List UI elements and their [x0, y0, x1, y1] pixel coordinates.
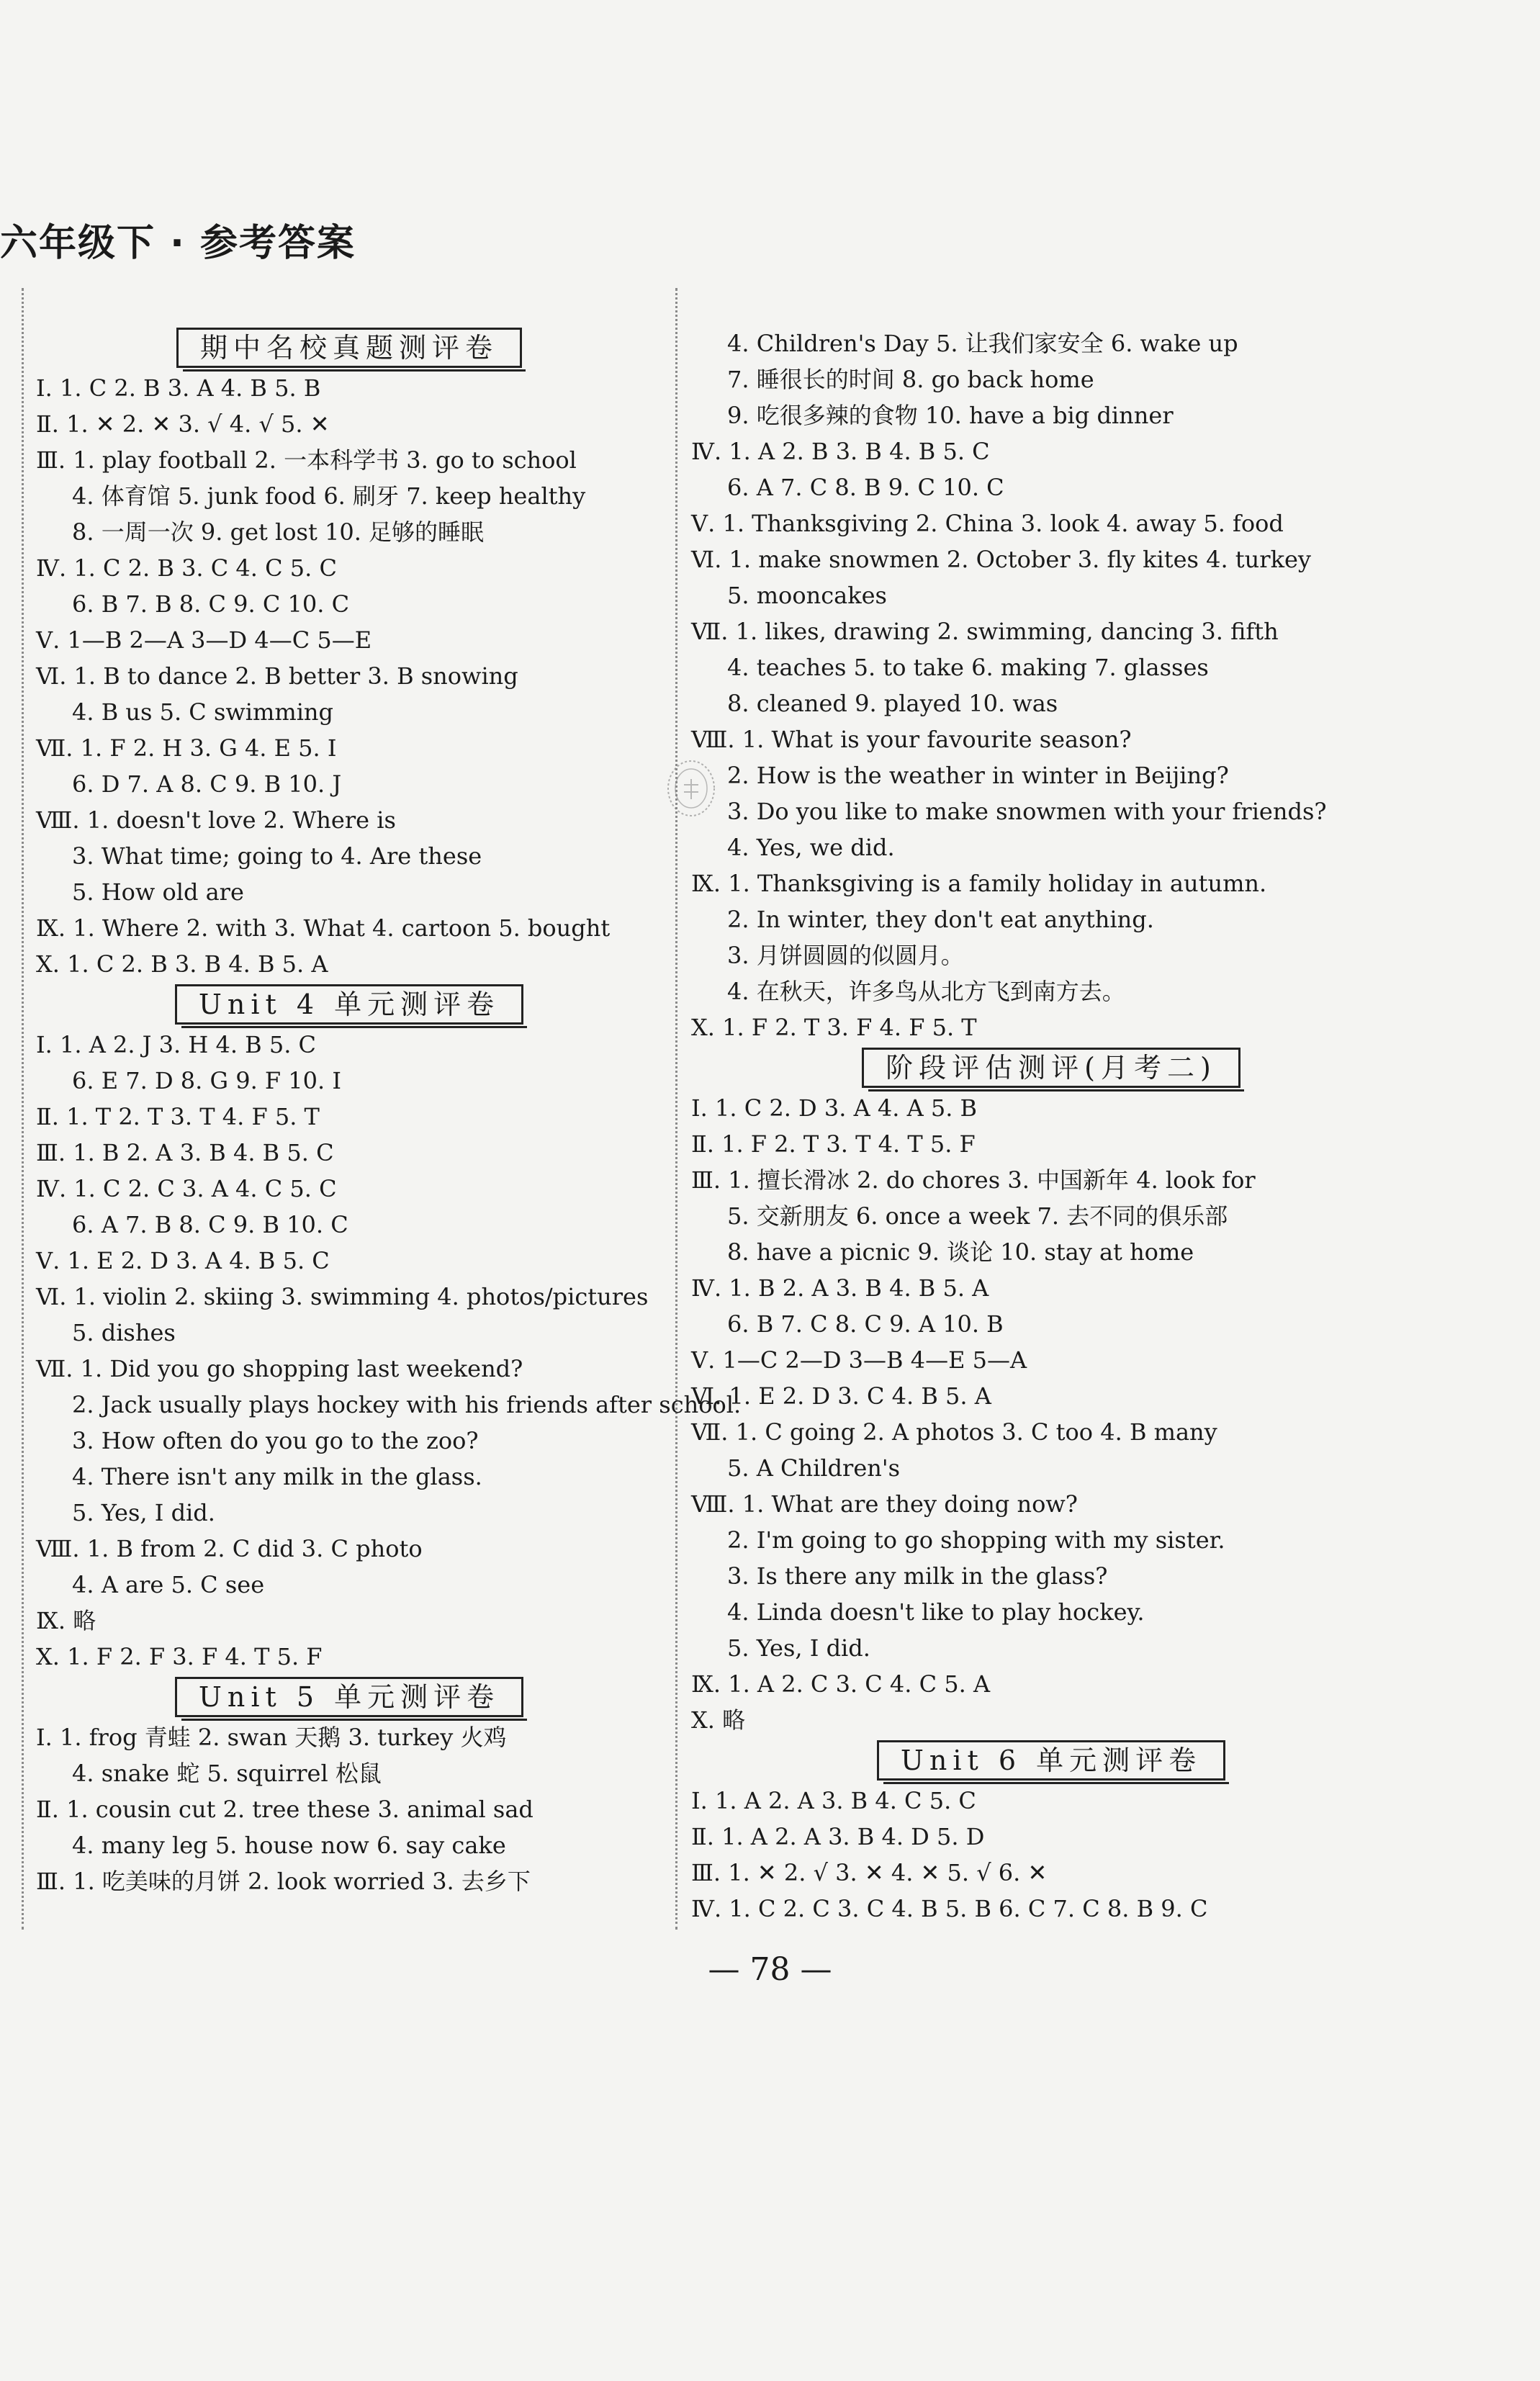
answer-line: Ⅴ. 1—C 2—D 3—B 4—E 5—A	[691, 1346, 1027, 1374]
answer-line: Ⅶ. 1. C going 2. A photos 3. C too 4. B many	[691, 1418, 1217, 1446]
answer-line: Ⅷ. 1. What are they doing now?	[691, 1490, 1078, 1518]
answer-line: Ⅶ. 1. F 2. H 3. G 4. E 5. I	[36, 734, 337, 762]
answer-line: 4. many leg 5. house now 6. say cake	[72, 1832, 506, 1859]
right-answer-column	[691, 325, 1411, 1927]
answer-line: 3. What time; going to 4. Are these	[72, 842, 482, 870]
answer-line: 5. Yes, I did.	[72, 1499, 215, 1526]
school-stamp-icon	[662, 756, 720, 821]
page-title: 六年级下 · 参考答案	[0, 222, 356, 265]
section-header: Unit 5 单元测评卷	[175, 1677, 523, 1717]
answer-line: 8. cleaned 9. played 10. was	[727, 690, 1058, 717]
answer-line: Ⅷ. 1. B from 2. C did 3. C photo	[36, 1535, 423, 1562]
answer-line: 2. I'm going to go shopping with my sister.	[727, 1526, 1225, 1554]
page-number: — 78 —	[708, 1951, 832, 1988]
answer-line: Ⅸ. 1. A 2. C 3. C 4. C 5. A	[691, 1670, 991, 1698]
answer-line: 4. There isn't any milk in the glass.	[72, 1463, 482, 1490]
answer-line: 4. A are 5. C see	[72, 1571, 265, 1598]
answer-line: 4. B us 5. C swimming	[72, 698, 334, 726]
answer-line: 4. teaches 5. to take 6. making 7. glasses	[727, 654, 1209, 681]
answer-line: Ⅹ. 1. F 2. T 3. F 4. F 5. T	[691, 1014, 977, 1041]
answer-line: 4. 在秋天，许多鸟从北方飞到南方去。	[727, 978, 1125, 1005]
answer-line: 4. Yes, we did.	[727, 834, 895, 861]
answer-line: 5. 交新朋友 6. once a week 7. 去不同的俱乐部	[727, 1202, 1228, 1230]
answer-line: 5. mooncakes	[727, 582, 887, 609]
answer-line: Ⅸ. 略	[36, 1607, 96, 1634]
answer-line: Ⅲ. 1. B 2. A 3. B 4. B 5. C	[36, 1139, 334, 1166]
answer-line: Ⅳ. 1. C 2. C 3. A 4. C 5. C	[36, 1175, 337, 1202]
answer-line: 5. dishes	[72, 1319, 176, 1346]
answer-line: Ⅷ. 1. doesn't love 2. Where is	[36, 806, 396, 834]
answer-line: Ⅶ. 1. Did you go shopping last weekend?	[36, 1355, 523, 1382]
answer-line: 6. A 7. B 8. C 9. B 10. C	[72, 1211, 348, 1238]
answer-line: 6. D 7. A 8. C 9. B 10. J	[72, 770, 342, 798]
answer-line: Ⅱ. 1. F 2. T 3. T 4. T 5. F	[691, 1130, 976, 1158]
answer-line: Ⅲ. 1. 吃美味的月饼 2. look worried 3. 去乡下	[36, 1868, 531, 1895]
answer-line: 2. Jack usually plays hockey with his friends after school.	[72, 1391, 742, 1418]
answer-line: Ⅵ. 1. violin 2. skiing 3. swimming 4. photos/pictures	[36, 1283, 649, 1310]
answer-line: 6. B 7. B 8. C 9. C 10. C	[72, 590, 350, 618]
answer-line: 8. 一周一次 9. get lost 10. 足够的睡眠	[72, 518, 485, 546]
answer-line: 2. How is the weather in winter in Beijing?	[727, 762, 1229, 789]
answer-line: 5. How old are	[72, 878, 244, 906]
answer-line: 5. A Children's	[727, 1454, 901, 1482]
answer-line: 3. 月饼圆圆的似圆月。	[727, 942, 964, 969]
answer-line: 4. 体育馆 5. junk food 6. 刷牙 7. keep healthy	[72, 482, 586, 510]
left-margin-divider	[22, 288, 24, 1930]
answer-line: 2. In winter, they don't eat anything.	[727, 906, 1154, 933]
answer-line: Ⅳ. 1. C 2. C 3. C 4. B 5. B 6. C 7. C 8. B 9. C	[691, 1895, 1208, 1922]
answer-line: 8. have a picnic 9. 谈论 10. stay at home	[727, 1238, 1194, 1266]
answer-line: Ⅴ. 1—B 2—A 3—D 4—C 5—E	[36, 626, 372, 654]
section-header: Unit 6 单元测评卷	[877, 1740, 1225, 1781]
answer-line: Ⅶ. 1. likes, drawing 2. swimming, dancing 3. fifth	[691, 618, 1279, 645]
section-header-row	[36, 327, 662, 369]
answer-line: Ⅹ. 1. F 2. F 3. F 4. T 5. F	[36, 1643, 323, 1670]
answer-line: Ⅹ. 略	[691, 1706, 746, 1734]
section-header-row	[691, 1739, 1411, 1781]
section-header-row	[691, 1047, 1411, 1089]
column-divider	[675, 288, 677, 1930]
answer-line: 4. Children's Day 5. 让我们家安全 6. wake up	[727, 330, 1238, 357]
section-header-row	[36, 984, 662, 1025]
answer-line: Ⅰ. 1. A 2. A 3. B 4. C 5. C	[691, 1787, 976, 1814]
answer-line: 4. Linda doesn't like to play hockey.	[727, 1598, 1145, 1626]
answer-line: Ⅳ. 1. A 2. B 3. B 4. B 5. C	[691, 438, 990, 465]
answer-line: 4. snake 蛇 5. squirrel 松鼠	[72, 1760, 382, 1787]
answer-line: Ⅵ. 1. E 2. D 3. C 4. B 5. A	[691, 1382, 991, 1410]
answer-line: 6. E 7. D 8. G 9. F 10. I	[72, 1067, 341, 1094]
answer-line: 7. 睡很长的时间 8. go back home	[727, 366, 1094, 393]
answer-line: Ⅱ. 1. T 2. T 3. T 4. F 5. T	[36, 1103, 320, 1130]
answer-line: Ⅴ. 1. E 2. D 3. A 4. B 5. C	[36, 1247, 330, 1274]
answer-line: 6. A 7. C 8. B 9. C 10. C	[727, 474, 1004, 501]
answer-line: 9. 吃很多辣的食物 10. have a big dinner	[727, 402, 1174, 429]
answer-line: 6. B 7. C 8. C 9. A 10. B	[727, 1310, 1004, 1338]
section-header: Unit 4 单元测评卷	[175, 984, 523, 1025]
section-header: 期中名校真题测评卷	[176, 328, 522, 368]
answer-line: Ⅳ. 1. B 2. A 3. B 4. B 5. A	[691, 1274, 989, 1302]
left-answer-column	[36, 325, 742, 1899]
answer-line: Ⅸ. 1. Thanksgiving is a family holiday in autumn.	[691, 870, 1267, 897]
answer-line: Ⅰ. 1. C 2. D 3. A 4. A 5. B	[691, 1094, 978, 1122]
answer-line: Ⅵ. 1. B to dance 2. B better 3. B snowing	[36, 662, 518, 690]
answer-line: Ⅰ. 1. frog 青蛙 2. swan 天鹅 3. turkey 火鸡	[36, 1724, 507, 1751]
answer-line: Ⅸ. 1. Where 2. with 3. What 4. cartoon 5. bought	[36, 914, 611, 942]
answer-line: Ⅲ. 1. 擅长滑冰 2. do chores 3. 中国新年 4. look for	[691, 1166, 1256, 1194]
answer-line: 3. Do you like to make snowmen with your friends?	[727, 798, 1327, 825]
answer-line: 3. How often do you go to the zoo?	[72, 1427, 479, 1454]
answer-line: Ⅷ. 1. What is your favourite season?	[691, 726, 1132, 753]
answer-line: Ⅱ. 1. cousin cut 2. tree these 3. animal sad	[36, 1796, 533, 1823]
answer-line: 5. Yes, I did.	[727, 1634, 870, 1662]
answer-line: 3. Is there any milk in the glass?	[727, 1562, 1108, 1590]
answer-line: Ⅱ. 1. ✕ 2. ✕ 3. √ 4. √ 5. ✕	[36, 410, 330, 438]
answer-line: Ⅹ. 1. C 2. B 3. B 4. B 5. A	[36, 950, 328, 978]
answer-line: Ⅲ. 1. play football 2. 一本科学书 3. go to school	[36, 446, 577, 474]
answer-line: Ⅲ. 1. ✕ 2. √ 3. ✕ 4. ✕ 5. √ 6. ✕	[691, 1859, 1048, 1886]
answer-line: Ⅳ. 1. C 2. B 3. C 4. C 5. C	[36, 554, 337, 582]
answer-line: Ⅰ. 1. A 2. J 3. H 4. B 5. C	[36, 1031, 317, 1058]
answer-line: Ⅵ. 1. make snowmen 2. October 3. fly kites 4. turkey	[691, 546, 1311, 573]
answer-line: Ⅱ. 1. A 2. A 3. B 4. D 5. D	[691, 1823, 985, 1850]
section-header: 阶段评估测评(月考二)	[862, 1048, 1240, 1088]
answer-line: Ⅰ. 1. C 2. B 3. A 4. B 5. B	[36, 374, 321, 402]
answer-line: Ⅴ. 1. Thanksgiving 2. China 3. look 4. away 5. food	[691, 510, 1284, 537]
section-header-row	[36, 1676, 662, 1718]
